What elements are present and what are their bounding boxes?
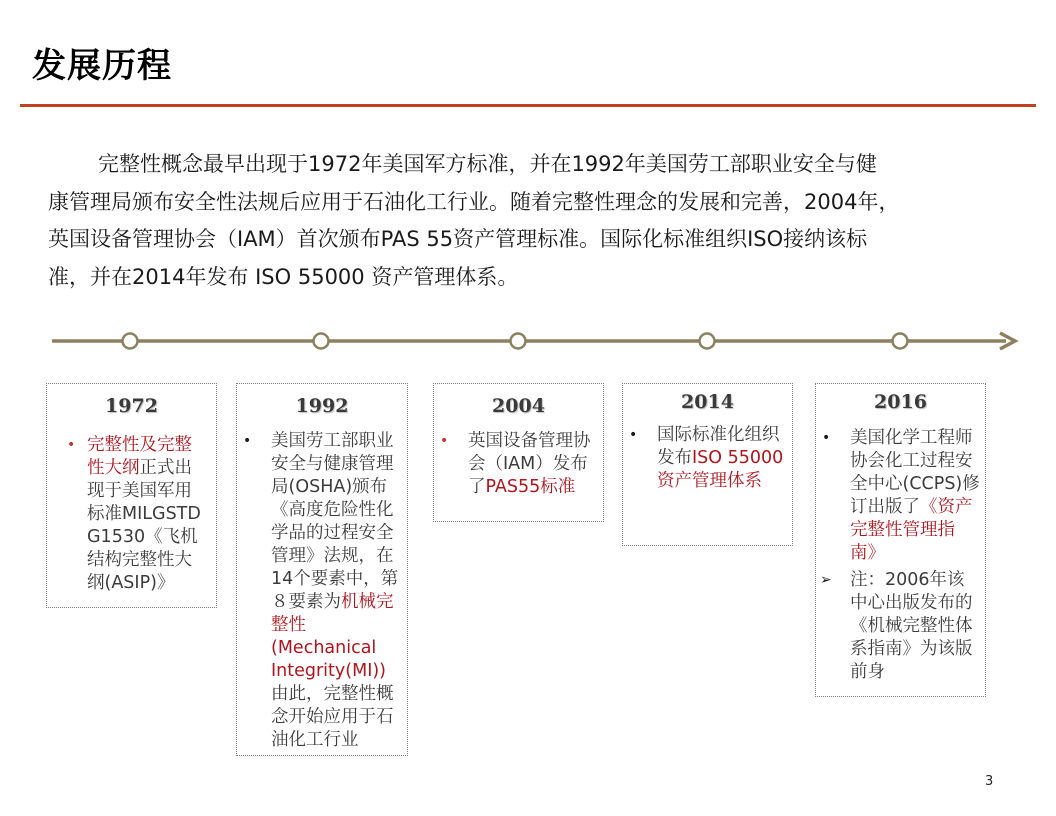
event-highlight-text: PAS55标准 [485, 477, 576, 497]
event-card-2014 [622, 383, 793, 546]
intro-line: 康管理局颁布安全性法规后应用于石油化工行业。随着完整性理念的发展和完善，2004年， [48, 189, 900, 214]
event-bullet-item [440, 430, 599, 499]
intro-line: 英国设备管理协会（IAM）首次颁布PAS 55资产管理标准。国际化标准组织ISO接纳该标 [48, 227, 868, 251]
event-text: 英国设备管理协会（IAM）发布了 [468, 431, 591, 497]
arrow-bullet-icon: ➢ [820, 572, 832, 588]
bullet-dot-icon: • [822, 430, 831, 446]
event-highlight-text: ISO 55000资产管理体系 [657, 448, 784, 491]
event-bullet-item [67, 434, 208, 595]
bullet-dot-icon: • [243, 433, 252, 449]
event-year: 2014 [681, 391, 734, 413]
timeline-node [893, 334, 908, 349]
event-year: 2016 [874, 391, 927, 413]
event-year: 1992 [295, 395, 349, 417]
event-text: 正式出现于美国军用标准MILGSTD G1530《飞机结构完整性大纲(ASIP)》 [87, 458, 201, 593]
event-year: 1972 [105, 395, 158, 417]
event-bullet-item [243, 430, 403, 752]
event-card-2016 [815, 383, 986, 697]
timeline-node [123, 334, 138, 349]
event-bullet-item [822, 427, 981, 565]
page-number: 3 [985, 774, 994, 789]
event-highlight-text: 机械完整性(Mechanical Integrity(MI)) [271, 592, 394, 681]
intro-paragraph [48, 146, 1016, 296]
timeline [0, 320, 1056, 365]
event-text: 由此，完整性概念开始应用于石油化工行业 [271, 684, 394, 750]
event-year: 2004 [492, 395, 545, 417]
event-highlight-text: 完整性及完整性大纲 [87, 435, 192, 478]
bullet-dot-icon: • [629, 427, 638, 443]
slide-title: 发展历程 [32, 46, 172, 86]
event-card-2004 [433, 383, 604, 522]
bullet-dot-icon: • [440, 433, 449, 449]
event-note-item [820, 569, 981, 684]
timeline-node [700, 334, 715, 349]
timeline-node [314, 334, 329, 349]
event-note-text: 注：2006年该中心出版发布的《机械完整性体系指南》为该版前身 [850, 570, 973, 682]
event-highlight-text: 《资产完整性管理指南》 [850, 497, 973, 563]
timeline-node [511, 334, 526, 349]
title-divider [20, 104, 1036, 107]
bullet-dot-icon: • [67, 437, 76, 453]
event-text: 美国化学工程师协会化工过程安全中心(CCPS)修订出版了 [850, 428, 980, 517]
event-bullet-item [629, 424, 788, 493]
event-card-1992 [236, 383, 408, 756]
event-text: 美国劳工部职业安全与健康管理局(OSHA)颁布《高度危险性化学品的过程安全管理》法规，在14个要素中，第８要素为 [271, 431, 399, 612]
intro-line: 准，并在2014年发布 ISO 55000 资产管理体系。 [48, 264, 519, 289]
intro-line: 完整性概念最早出现于1972年美国军方标准，并在1992年美国劳工部职业安全与健 [98, 152, 877, 176]
event-card-1972 [46, 383, 217, 608]
event-text: 国际标准化组织发布 [657, 425, 780, 468]
